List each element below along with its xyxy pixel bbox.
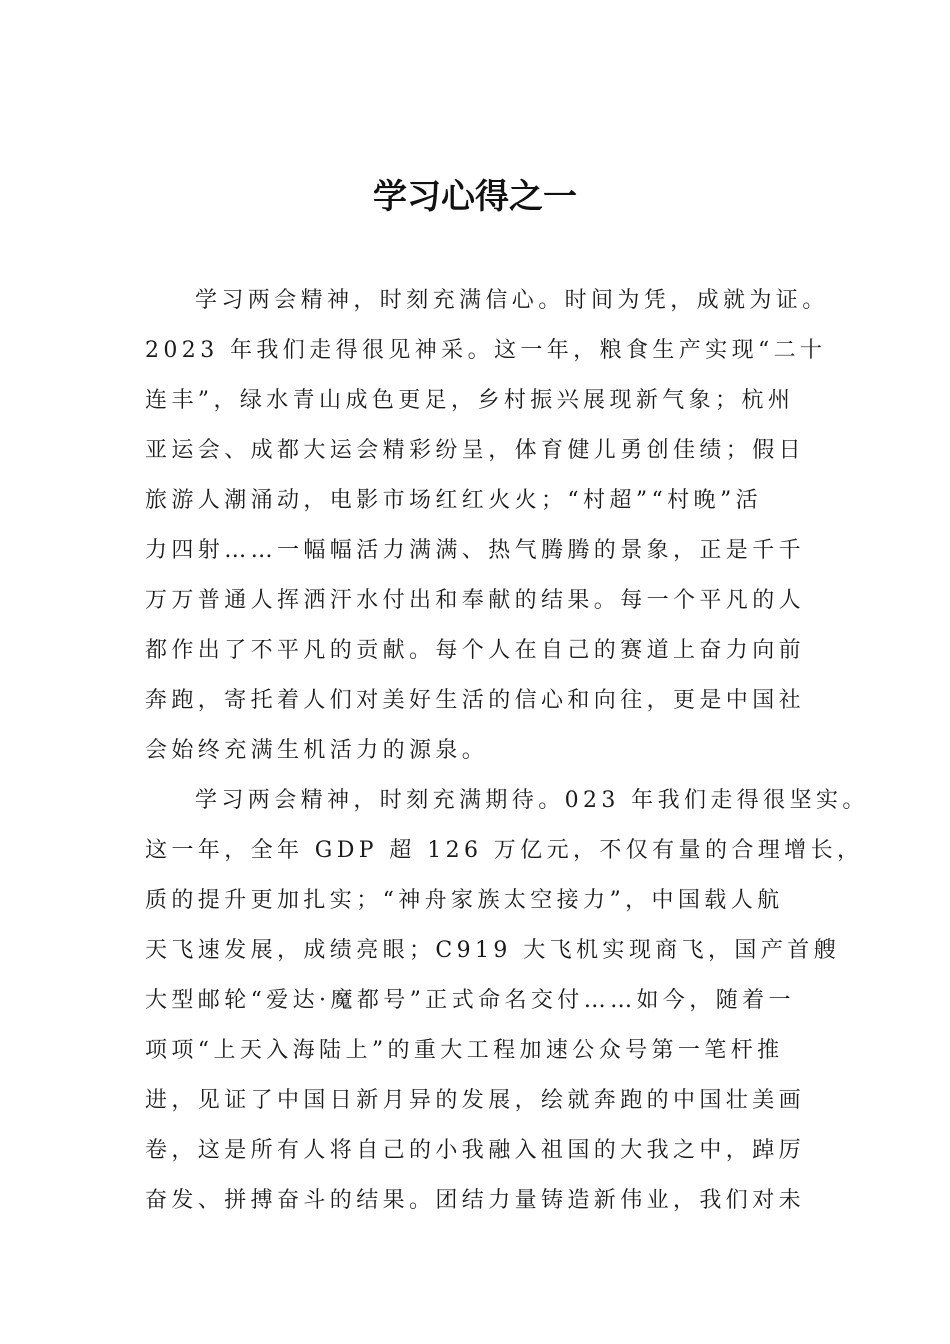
text-line: 奋发、拼搏奋斗的结果。团结力量铸造新伟业，我们对未 (145, 1188, 806, 1213)
text-line: 质的提升更加扎实；“神舟家族太空接力”，中国载人航 (145, 888, 784, 913)
text-line: 力四射……一幅幅活力满满、热气腾腾的景象，正是千千 (145, 538, 806, 563)
document-title: 学习心得之一 (373, 177, 577, 217)
text-line: 学习两会精神，时刻充满期待。023 年我们走得很坚实。 (195, 788, 869, 813)
text-line: 会始终充满生机活力的源泉。 (145, 738, 489, 763)
text-line: 2023 年我们走得很见神采。这一年，粮食生产实现“二十 (145, 338, 827, 363)
text-line: 万万普通人挥洒汗水付出和奉献的结果。每一个平凡的人 (145, 588, 806, 613)
text-line: 进，见证了中国日新月异的发展，绘就奔跑的中国壮美画 (145, 1088, 806, 1113)
text-line: 都作出了不平凡的贡献。每个人在自己的赛道上奋力向前 (145, 638, 806, 663)
text-line: 学习两会精神，时刻充满信心。时间为凭，成就为证。 (195, 288, 829, 313)
text-line: 旅游人潮涌动，电影市场红红火火；“村超”“村晚”活 (145, 488, 762, 513)
text-line: 连丰”，绿水青山成色更足，乡村振兴展现新气象；杭州 (145, 388, 795, 413)
text-line: 卷，这是所有人将自己的小我融入祖国的大我之中，踔厉 (145, 1138, 806, 1163)
text-line: 这一年，全年 GDP 超 126 万亿元，不仅有量的合理增长， (145, 838, 864, 863)
text-line: 亚运会、成都大运会精彩纷呈，体育健儿勇创佳绩；假日 (145, 438, 806, 463)
text-line: 大型邮轮“爱达·魔都号”正式命名交付……如今，随着一 (145, 988, 795, 1013)
text-line: 项项“上天入海陆上”的重大工程加速公众号第一笔杆推 (145, 1038, 784, 1063)
text-line: 奔跑，寄托着人们对美好生活的信心和向往，更是中国社 (145, 688, 806, 713)
text-line: 天飞速发展，成绩亮眼；C919 大飞机实现商飞，国产首艘 (145, 938, 841, 963)
